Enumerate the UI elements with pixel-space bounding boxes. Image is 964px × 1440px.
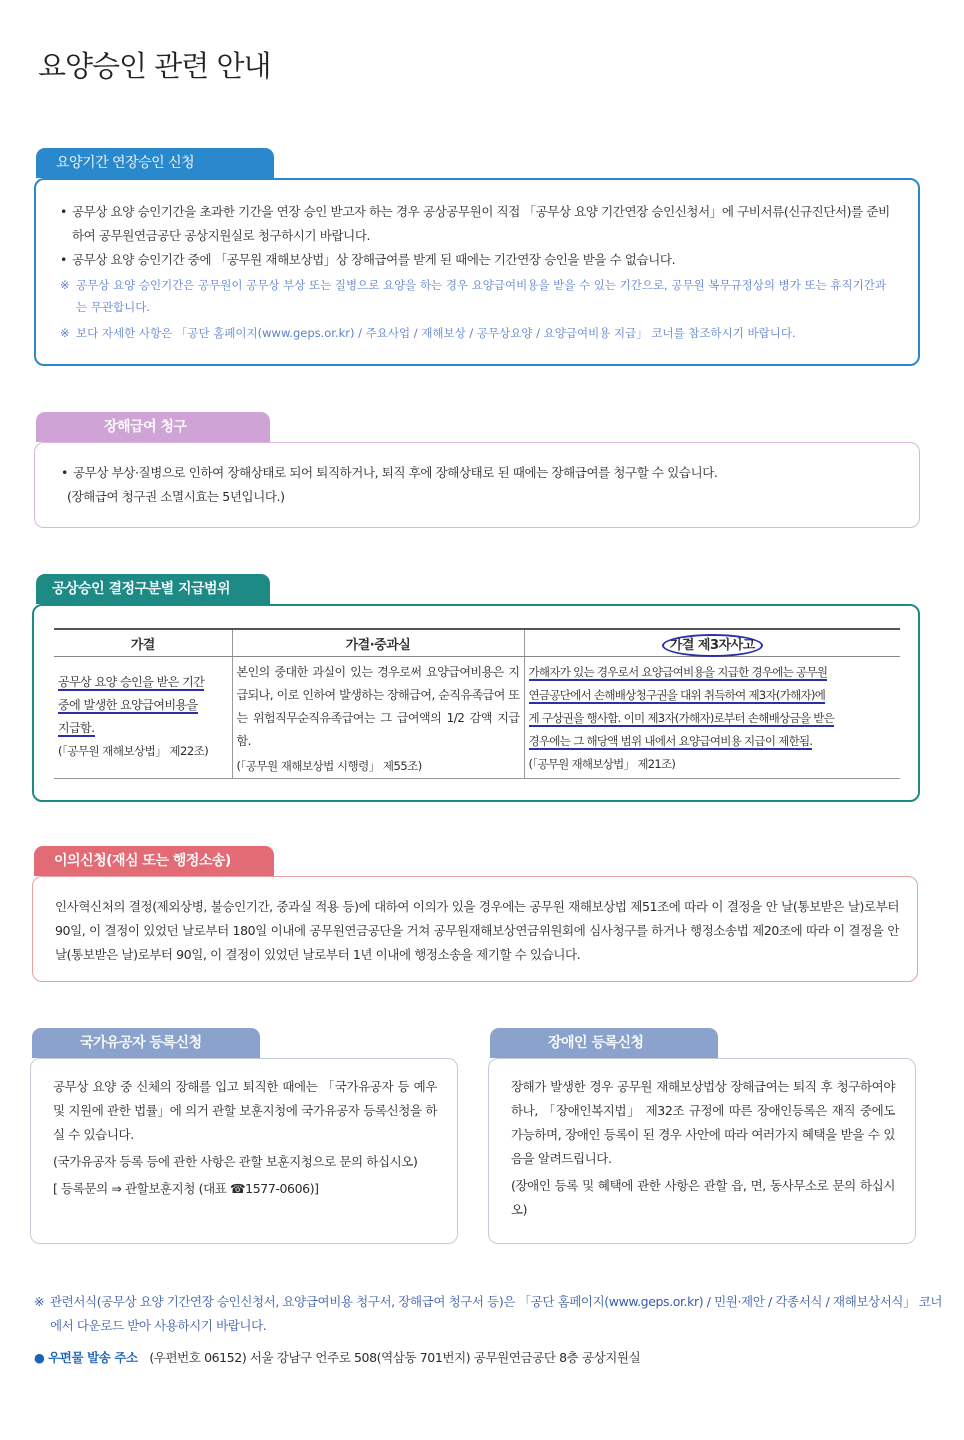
disabled-section-box: [488, 1058, 916, 1244]
disabled-inquiry-note: (장애인 등록 및 혜택에 관한 사항은 관할 읍, 면, 동사무소로 문의 하십시오): [511, 1178, 895, 1217]
decision-approved-line-2: 중에 발생한 요양급여비용을: [58, 698, 198, 712]
bullet-dot-icon: ●: [34, 1350, 45, 1365]
mailing-label: 우편물 발송 주소: [48, 1350, 138, 1365]
disability-section-tab: 장해급여 청구: [36, 412, 270, 442]
decision-third-party-ref: (「공무원 재해보상법」 제21조): [528, 757, 676, 771]
disabled-text: 장해가 발생한 경우 공무원 재해보상법상 장해급여는 퇴직 후 청구하여야 하나, 「장애인복지법」 제32조 규정에 따른 장애인등록은 재직 중에도 가능하며, 장애인 등록이 된 경우 사안에 따라 여러가지 혜택을 받을 수 있음을 알려드립니다.: [511, 1079, 895, 1166]
objection-section-box: [32, 876, 918, 982]
decision-approved-line-3: 지급함.: [58, 721, 95, 735]
decision-third-party-line-1: 가해자가 있는 경우로서 요양급여비용을 지급한 경우에는 공무원: [528, 665, 828, 679]
mailing-address: [34, 1346, 934, 1370]
veteran-inquiry-note: (국가유공자 등록 등에 관한 사항은 관할 보훈지청으로 문의 하십시오): [53, 1154, 418, 1169]
disability-note: (장해급여 청구권 소멸시효는 5년입니다.): [67, 489, 285, 504]
decision-third-party-line-2: 연금공단에서 손해배상청구권을 대위 취득하여 제3자(가해자)에: [528, 688, 826, 702]
extension-bullet-1: • 공무상 요양 승인기간을 초과한 기간을 연장 승인 받고자 하는 경우 공상공무원이 직접 「공무상 요양 기간연장 승인신청서」에 구비서류(신규진단서)를 준비하여 공무원연금공단 공상지원실로 청구하시기 바랍니다.: [60, 200, 896, 248]
decision-table: [54, 628, 900, 779]
decision-third-party-line-3: 게 구상권을 행사함. 이미 제3자(가해자)로부터 손해배상금을 받은: [528, 711, 835, 725]
decision-header-negligence: 가결·중과실: [232, 629, 524, 657]
decision-approved-line-1: 공무상 요양 승인을 받은 기간: [58, 675, 205, 689]
mailing-address-text: (우편번호 06152) 서울 강남구 언주로 508(역삼동 701번지) 공무원연금공단 8층 공상지원실: [149, 1350, 641, 1365]
handwritten-circle: 가결 제3자사고: [662, 634, 763, 657]
extension-bullet-2: • 공무상 요양 승인기간 중에 「공무원 재해보상법」상 장해급여를 받게 된 때에는 기간연장 승인을 받을 수 없습니다.: [60, 248, 896, 272]
disability-section-box: [34, 442, 920, 528]
extension-section-box: [34, 178, 920, 366]
objection-text: 인사혁신처의 결정(제외상병, 불승인기간, 중과실 적용 등)에 대하여 이의가 있을 경우에는 공무원 재해보상법 제51조에 따라 이 결정을 안 날(통보받은 날)로부터 90일, 이 결정이 있었던 날로부터 180일 이내에 공무원연금공단을 거쳐 공무원재해보상연금위원회에 심사청구를 하거나 행정소송법 제20조에 따라 이 결정을 안 날(통보받은 날)로부터 90일, 이 결정이 있었던 날로부터 1년 이내에 행정소송을 제기할 수 있습니다.: [55, 899, 899, 962]
decision-header-approved: 가결: [54, 629, 232, 657]
decision-header-third-party: [524, 629, 900, 657]
decision-section-box: [32, 604, 920, 802]
decision-negligence-ref: (「공무원 재해보상법 시행령」 제55조): [236, 759, 422, 773]
veteran-text: 공무상 요양 중 신체의 장해를 입고 퇴직한 때에는 「국가유공자 등 예우 및 지원에 관한 법률」에 의거 관할 보훈지청에 국가유공자 등록신청을 하실 수 있습니다.: [53, 1079, 437, 1142]
veteran-contact: [ 등록문의 ⇒ 관할보훈지청 (대표 ☎1577-0606)]: [53, 1181, 319, 1196]
forms-note: [34, 1290, 950, 1338]
note-mark: ※: [34, 1294, 45, 1309]
decision-third-party-line-4: 경우에는 그 해당액 범위 내에서 요양급여비용 지급이 제한됨.: [528, 734, 813, 748]
decision-approved-ref: (「공무원 재해보상법」 제22조): [58, 744, 209, 758]
decision-negligence-text: 본인의 중대한 과실이 있는 경우로써 요양급여비용은 지급되나, 이로 인하여 발생하는 장해급여, 순직유족급여 또는 위험직무순직유족급여는 그 급여액의 1/2 감액 지급함.: [236, 665, 520, 748]
veteran-section-box: [30, 1058, 458, 1244]
objection-section-tab: 이의신청(재심 또는 행정소송): [34, 846, 274, 876]
decision-section-tab: 공상승인 결정구분별 지급범위: [36, 574, 270, 604]
extension-note-2: ※ 보다 자세한 사항은 「공단 홈페이지(www.geps.or.kr) / 주요사업 / 재해보상 / 공무상요양 / 요양급여비용 지급」 코너를 참조하시기 바랍니다.: [60, 322, 896, 344]
disability-bullet: • 공무상 부상·질병으로 인하여 장해상태로 되어 퇴직하거나, 퇴직 후에 장해상태로 된 때에는 장해급여를 청구할 수 있습니다.: [61, 461, 897, 485]
extension-section-tab: 요양기간 연장승인 신청: [36, 148, 274, 178]
forms-note-text: 관련서식(공무상 요양 기간연장 승인신청서, 요양급여비용 청구서, 장해급여 청구서 등)은 「공단 홈페이지(www.geps.or.kr) / 민원·제안 / 각종서식 / 재해보상서식」 코너에서 다운로드 받아 사용하시기 바랍니다.: [50, 1294, 943, 1333]
veteran-section-tab: 국가유공자 등록신청: [32, 1028, 260, 1058]
disabled-section-tab: 장애인 등록신청: [490, 1028, 718, 1058]
page-title: 요양승인 관련 안내: [38, 49, 271, 83]
extension-note-1: ※ 공무상 요양 승인기간은 공무원이 공무상 부상 또는 질병으로 요양을 하는 경우 요양급여비용을 받을 수 있는 기간으로, 공무원 복무규정상의 병가 또는 휴직기간과는 무관합니다.: [60, 274, 896, 318]
